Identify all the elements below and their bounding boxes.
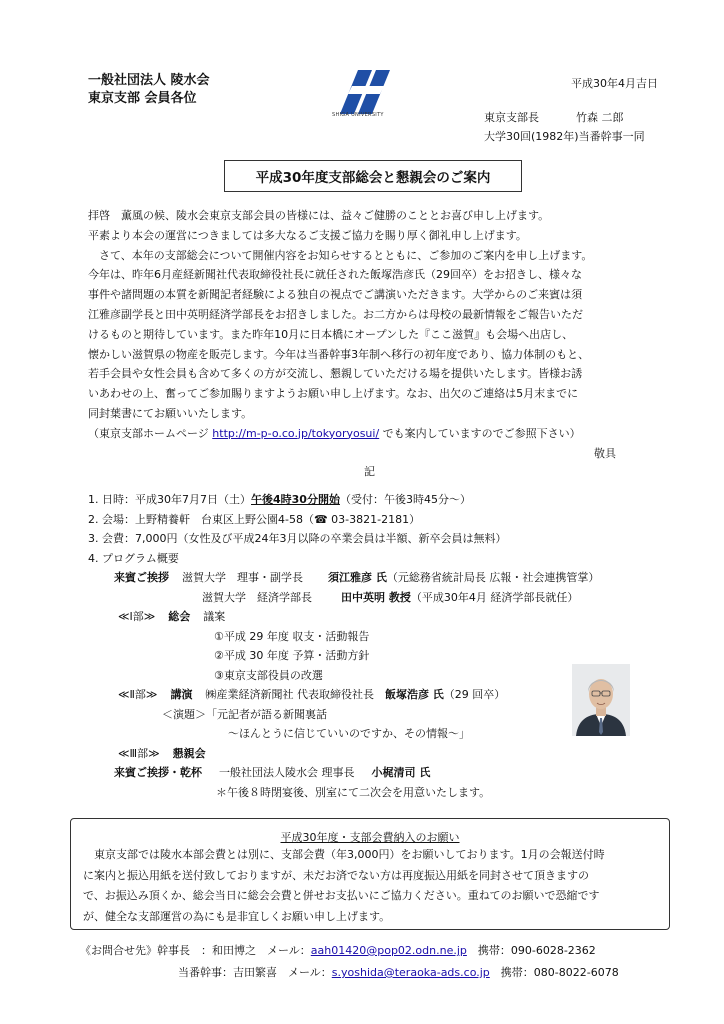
- body-line: 拝啓 薫風の候、陵水会東京支部会員の皆様には、益々ご健勝のこととお喜び申し上げます。: [88, 209, 550, 222]
- notice-line: が、健全な支部運営の為にも是非宜しくお願い申し上げます。: [83, 909, 391, 923]
- part1-sub: 議案: [203, 610, 226, 623]
- contact2-label: 当番幹事：吉田繁喜 メール：: [178, 966, 332, 979]
- topic-label: ＜演題＞: [162, 707, 206, 721]
- toast-label: 来賓ご挨拶・乾杯: [114, 766, 202, 779]
- speaker-portrait: [572, 664, 630, 736]
- guest-row-2: [88, 588, 599, 608]
- guest1-org: 滋賀大学 理事・副学長: [182, 571, 303, 584]
- part1-label: ≪Ⅰ部≫: [118, 610, 156, 623]
- part3-title: 懇親会: [172, 746, 206, 760]
- item-fee: 3. 会費：7,000円（女性及び平成24年3月以降の卒業会員は半額、新卒会員は無料）: [88, 532, 507, 545]
- toast-row: [88, 763, 599, 783]
- part2-name: 飯塚浩彦 氏: [384, 688, 444, 701]
- guest2-org: 滋賀大学 経済学部長: [202, 590, 312, 604]
- item-datetime: [88, 490, 599, 510]
- body-line: 同封葉書にてお願いいたします。: [88, 406, 253, 420]
- agenda-item: ②平成 30 年度 予算・活動方針: [214, 649, 370, 662]
- part1-title: 総会: [168, 610, 191, 623]
- contact1-label: 《お問合せ先》幹事長 ：和田博之 メール：: [80, 944, 311, 957]
- sender-name: 竹森 二郎: [576, 111, 624, 124]
- notice-body: [83, 845, 605, 927]
- contact1-phone: 携帯：090-6028-2362: [466, 944, 596, 957]
- body-line: 江雅彦副学長と田中英明経済学部長をお招きしました。お二方からは母校の最新情報をご報告いただ: [88, 307, 583, 321]
- body-line: さて、本年の支部総会について開催内容をお知らせするとともに、ご参加のご案内を申し上げます。: [88, 248, 593, 262]
- body-line: けるものと期待しています。また昨年10月に日本橋にオープンした『ここ滋賀』も会場へ出店し、: [88, 327, 574, 341]
- item1-prefix: 1. 日時：平成30年7月7日（土）: [88, 493, 251, 506]
- topic-row: [88, 705, 599, 725]
- item1-suffix: （受付：午後3時45分～）: [339, 493, 471, 506]
- item-venue: [88, 510, 599, 530]
- logo-text: SHIGA UNIVERSITY: [332, 112, 384, 118]
- part2-note: （29 回卒）: [443, 688, 506, 701]
- notice-line: で、お振込み頂くか、総会当日に総会会費と併せお支払いにご協力ください。重ねてのお願いで恐縮です: [83, 889, 600, 902]
- event-details: [88, 490, 599, 802]
- homepage-link[interactable]: http://m-p-o.co.jp/tokyoryosui/: [212, 426, 380, 440]
- topic-main: 「元記者が語る新聞裏話: [206, 707, 327, 721]
- document-title-text: 平成30年度支部総会と懇親会のご案内: [255, 170, 491, 186]
- body-line: いあわせの上、奮ってご参加賜りますようお願い申し上げます。なお、出欠のご連絡は5月末までに: [88, 387, 579, 401]
- homepage-suffix: でも案内していますのでご参照下さい）: [379, 426, 581, 440]
- body-line: 平素より本会の運営につきましては多大なるご支援ご協力を賜り厚く御礼申し上げます。: [88, 228, 527, 242]
- part2-org: ㈱産業経済新聞社 代表取締役社長: [205, 688, 374, 701]
- contact2-phone: 携帯：080-8022-6078: [489, 966, 619, 979]
- toast-org: 一般社団法人陵水会 理事長: [219, 766, 355, 779]
- agenda-item: ③東京支部役員の改選: [214, 668, 323, 682]
- shiga-university-logo: [332, 64, 396, 116]
- guest2-note: （平成30年4月 経済学部長就任）: [410, 590, 579, 604]
- guest1-note: （元総務省統計局長 広報・社会連携管掌）: [386, 571, 600, 584]
- contact-line-1: [80, 940, 619, 962]
- guest2-name: 田中英明 教授: [341, 590, 411, 604]
- contact1-email-link[interactable]: aah01420@pop02.odn.ne.jp: [310, 944, 467, 957]
- item2-prefix: 2. 会場：上野精養軒 台東区上野公園4-58（: [88, 512, 314, 526]
- membership-fee-notice: [70, 818, 670, 930]
- notice-title: [71, 829, 669, 845]
- contact-info: [80, 940, 619, 984]
- part3-label: ≪Ⅲ部≫: [118, 746, 160, 760]
- sender-block: [484, 108, 645, 146]
- guest1-name: 須江雅彦 氏: [328, 571, 387, 584]
- document-title: [224, 160, 522, 192]
- organization-block: [88, 72, 210, 108]
- sender-line-2: 大学30回(1982年)当番幹事一同: [484, 130, 645, 143]
- keigu: 敬具: [594, 446, 616, 460]
- part2-title: 講演: [170, 688, 193, 701]
- part2-label: ≪Ⅱ部≫: [118, 688, 158, 701]
- item-program: 4. プログラム概要: [88, 551, 179, 565]
- part1-row: [88, 607, 599, 627]
- notice-title-text: 平成30年度・支部会費納入のお願い: [280, 831, 460, 844]
- keigu-line: [88, 444, 616, 464]
- part2-row: [88, 685, 599, 705]
- letter-date: 平成30年4月吉日: [571, 77, 658, 90]
- body-line: 若手会員や女性会員も含めて多くの方が交流し、懇親していただける場を提供いたします。皆様お誘: [88, 367, 583, 381]
- topic-sub-row: ～ほんとうに信じていいのですか、その情報～」: [228, 727, 470, 740]
- closing-note: ＊午後８時閉宴後、別室にて二次会を用意いたします。: [216, 785, 491, 799]
- recipient-line: 東京支部 会員各位: [88, 91, 197, 106]
- phone-icon: ☎: [313, 512, 328, 526]
- start-time: 午後4時30分開始: [251, 493, 340, 506]
- notice-line: 東京支部では陵水本部会費とは別に、支部会費（年3,000円）をお願いしております。1月の会報送付時: [83, 848, 605, 861]
- org-name: 一般社団法人 陵水会: [88, 73, 210, 88]
- body-line: 懐かしい滋賀県の物産を販売します。今年は当番幹事3年制へ移行の初年度であり、協力体制のもと、: [88, 347, 590, 361]
- contact-line-2: [178, 962, 619, 984]
- sender-role: 東京支部長: [484, 111, 539, 124]
- guest-row-1: [88, 568, 599, 588]
- item2-suffix: 03-3821-2181）: [327, 512, 421, 526]
- homepage-line: [88, 424, 616, 444]
- agenda-item: ①平成 29 年度 収支・活動報告: [214, 629, 370, 643]
- letter-body: [88, 206, 616, 463]
- body-line: 今年は、昨年6月産経新聞社代表取締役社長に就任された飯塚浩彦氏（29回卒）をお招きし、様々な: [88, 268, 582, 282]
- contact2-email-link[interactable]: s.yoshida@teraoka-ads.co.jp: [331, 966, 490, 979]
- body-line: 事件や諸問題の本質を新聞記者経験による独自の視点でご講演いただきます。大学からのご来賓は須: [88, 288, 583, 302]
- part3-row: [88, 744, 599, 764]
- toast-name: 小梶清司 氏: [371, 766, 431, 779]
- notice-line: に案内と振込用紙を送付致しておりますが、未だお済でない方は再度振込用紙を同封させて頂きますの: [83, 868, 589, 882]
- guest-label: 来賓ご挨拶: [114, 571, 169, 584]
- homepage-prefix: （東京支部ホームページ: [88, 426, 213, 440]
- ki-heading: 記: [364, 465, 375, 478]
- sender-line-1: [484, 108, 645, 127]
